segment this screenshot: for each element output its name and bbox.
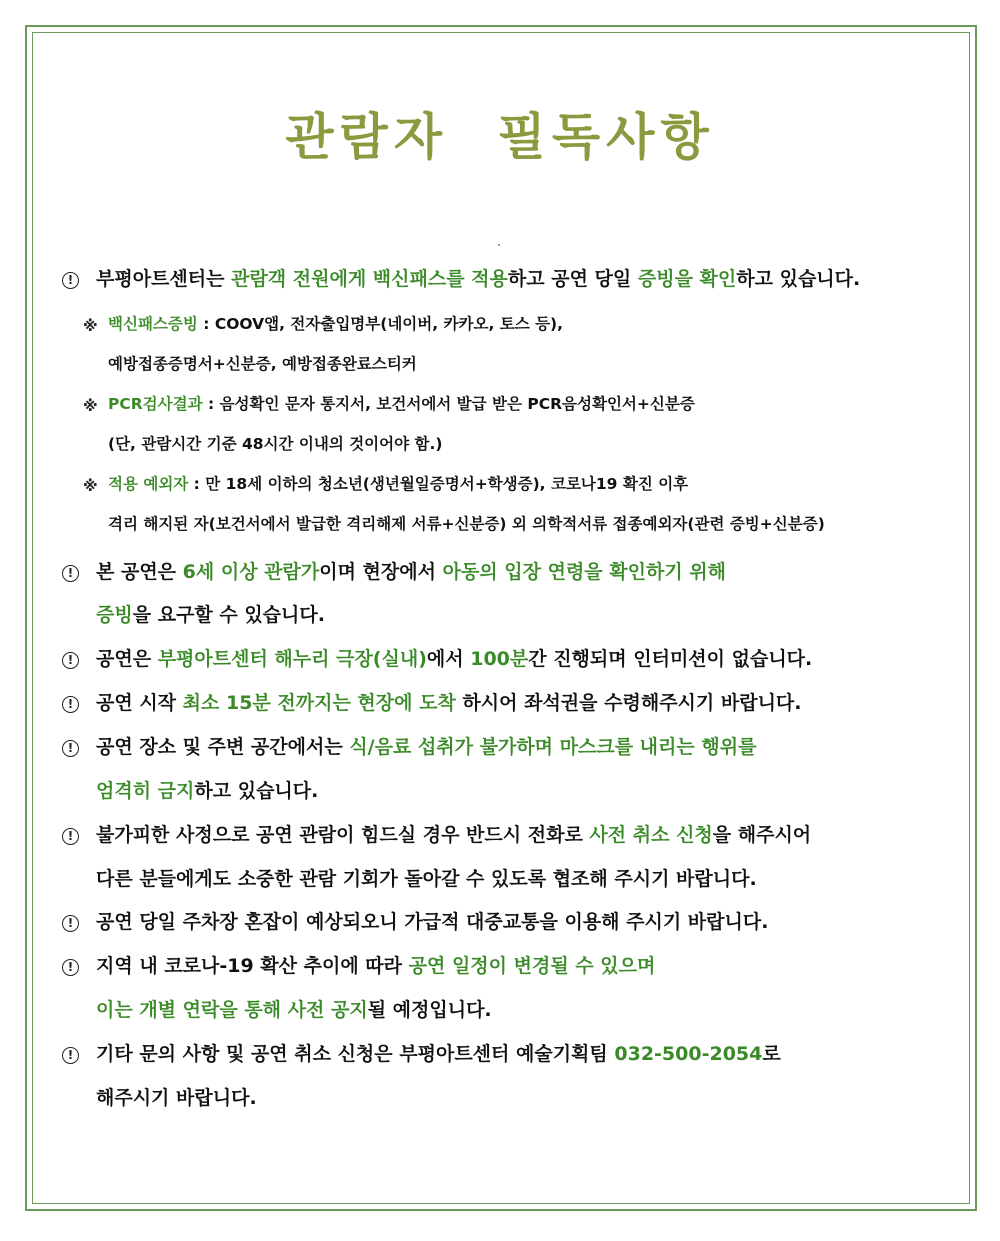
notice-item-5: 공연 장소 및 주변 공간에서는 식/음료 섭취가 불가하며 마스크를 내리는 행위를 [96,736,757,758]
notice-icon: ! [62,828,79,845]
note-exempt: 적용 예외자 : 만 18세 이하의 청소년(생년월일증명서+학생증), 코로나19 확진 이후 [108,475,689,493]
notice-item-2-cont: 증빙을 요구할 수 있습니다. [96,604,325,626]
notice-item-3: 공연은 부평아트센터 해누리 극장(실내)에서 100분간 진행되며 인터미션이 없습니다. [96,648,813,670]
notice-item-6: 불가피한 사정으로 공연 관람이 힘드실 경우 반드시 전화로 사전 취소 신청을 해주시어 [96,824,812,846]
note-pcr-cont: (단, 관람시간 기준 48시간 이내의 것이어야 함.) [108,435,443,453]
notice-item-6-cont: 다른 분들에게도 소중한 관람 기회가 돌아갈 수 있도록 협조해 주시기 바랍니다. [96,868,757,890]
note-vaccine-pass-cont: 예방접종증명서+신분증, 예방접종완료스티커 [108,355,417,373]
notice-item-2: 본 공연은 6세 이상 관람가이며 현장에서 아동의 입장 연령을 확인하기 위해 [96,561,727,583]
note-vaccine-pass: 백신패스증빙 : COOV앱, 전자출입명부(네이버, 카카오, 토스 등), [108,315,564,333]
notice-icon: ! [62,959,79,976]
note-mark: ※ [83,397,98,415]
notice-item-9: 기타 문의 사항 및 공연 취소 신청은 부평아트센터 예술기획팀 032-500-2054로 [96,1043,781,1065]
notice-icon: ! [62,696,79,713]
notice-item-4: 공연 시작 최소 15분 전까지는 현장에 도착 하시어 좌석권을 수령해주시기 바랍니다. [96,692,802,714]
notice-item-7: 공연 당일 주차장 혼잡이 예상되오니 가급적 대중교통을 이용해 주시기 바랍니다. [96,911,769,933]
notice-item-5-cont: 엄격히 금지하고 있습니다. [96,780,319,802]
notice-item-9-cont: 해주시기 바랍니다. [96,1087,257,1109]
notice-icon: ! [62,652,79,669]
notice-icon: ! [62,740,79,757]
notice-icon: ! [62,565,79,582]
notice-icon: ! [62,1047,79,1064]
note-exempt-cont: 격리 해지된 자(보건서에서 발급한 격리해제 서류+신분증) 외 의학적서류 접종예외자(관련 증빙+신분증) [108,515,825,533]
decorative-dot [498,244,500,246]
notice-icon: ! [62,272,79,289]
note-pcr: PCR검사결과 : 음성확인 문자 통지서, 보건서에서 발급 받은 PCR음성확인서+신분증 [108,395,695,413]
note-mark: ※ [83,317,98,335]
notice-item-8-cont: 이는 개별 연락을 통해 사전 공지될 예정입니다. [96,999,492,1021]
notice-item-1: 부평아트센터는 관람객 전원에게 백신패스를 적용하고 공연 당일 증빙을 확인하고 있습니다. [96,268,861,290]
note-mark: ※ [83,477,98,495]
notice-item-8: 지역 내 코로나-19 확산 추이에 따라 공연 일정이 변경될 수 있으며 [96,955,656,977]
notice-icon: ! [62,915,79,932]
page-title: 관람자 필독사항 [285,108,715,166]
